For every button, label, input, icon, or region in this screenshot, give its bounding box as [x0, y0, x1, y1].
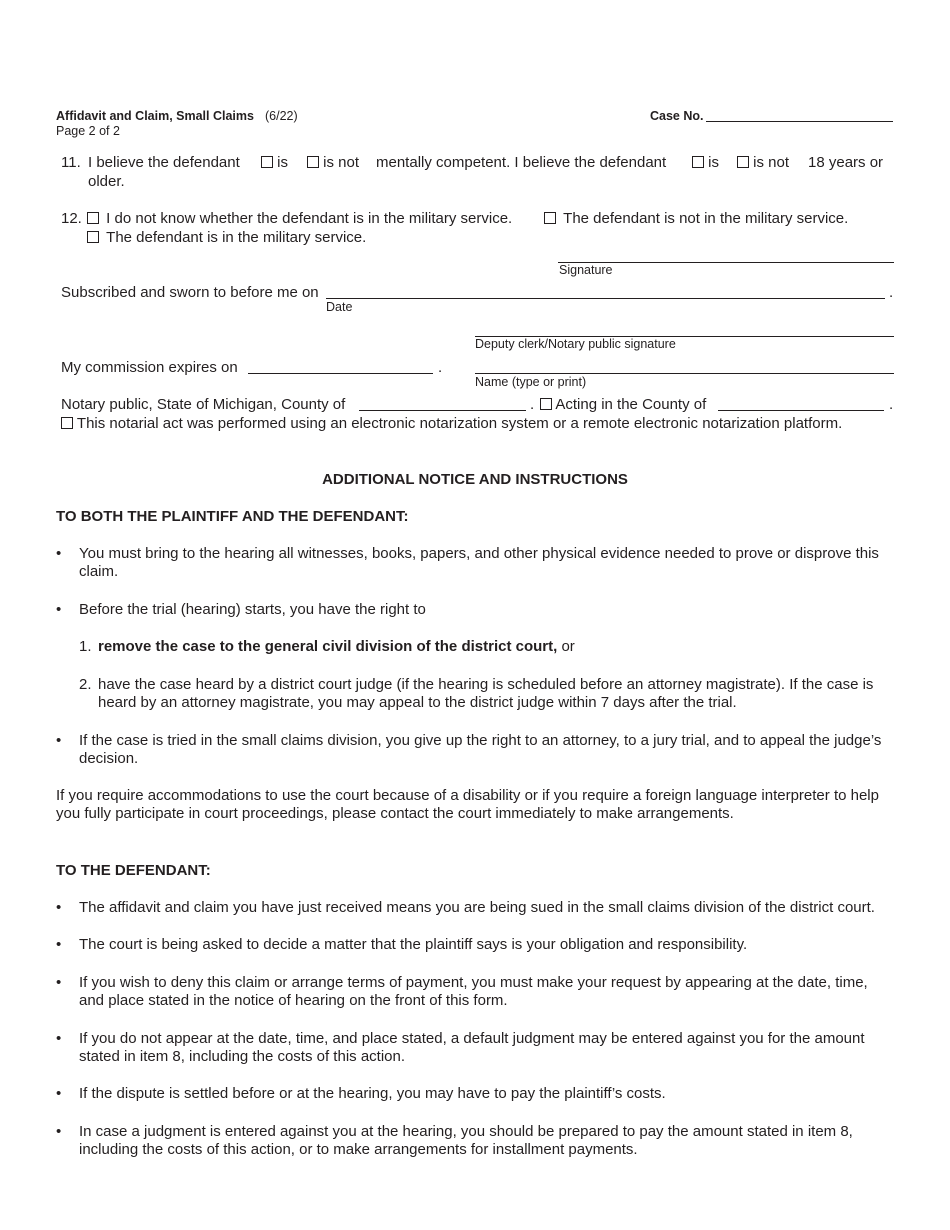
sub1-number: 1. — [79, 638, 92, 655]
bullet: • — [56, 1085, 62, 1102]
electronic-notarization-option: This notarial act was performed using an electronic notarization system or a remote electronic notarization platform. — [61, 415, 842, 433]
defendant-heading: TO THE DEFENDANT: — [56, 862, 211, 879]
bullet: • — [56, 545, 62, 562]
age-is-checkbox[interactable] — [692, 156, 704, 168]
bullet: • — [56, 974, 62, 991]
bullet: • — [56, 732, 62, 749]
commission-period: . — [438, 359, 443, 376]
defendant-bullet-obligation: The court is being asked to decide a matter that the plaintiff says is your obligation and responsibility. — [79, 936, 748, 953]
accommodations-paragraph: If you require accommodations to use the court because of a disability or if you require a foreign language interpreter to help you fully participate in court proceedings, please contact the court immediately to make arrangements. — [56, 787, 879, 822]
electronic-notarization-checkbox[interactable] — [61, 417, 73, 429]
notary-label: Notary public, State of Michigan, County of — [61, 396, 346, 413]
item12-option-military: The defendant is in the military service. — [87, 229, 366, 247]
notice-bullet-small-claims: If the case is tried in the small claims division, you give up the right to an attorney, to a jury trial, and to appeal the judge’s decision. — [79, 732, 882, 767]
bullet: • — [56, 936, 62, 953]
item11-age-is: is — [692, 154, 719, 172]
defendant-bullet-default: If you do not appear at the date, time, and place stated, a default judgment may be entered against you for the amount stated in item 8, including the costs of this action. — [79, 1030, 865, 1065]
item11-competent-is-not: is not — [307, 154, 359, 172]
commission-date-field[interactable] — [248, 373, 433, 374]
name-label: Name (type or print) — [475, 375, 587, 389]
age-is-not-checkbox[interactable] — [737, 156, 749, 168]
form-title: Affidavit and Claim, Small Claims — [56, 109, 254, 123]
sub2-text: have the case heard by a district court judge (if the hearing is scheduled before an attorney magistrate). If the case is heard by an attorney magistrate, you may appeal to the district judge within 7 days after the trial. — [98, 676, 874, 711]
acting-county-option: Acting in the County of — [540, 396, 706, 414]
notice-bullet-rights: Before the trial (hearing) starts, you have the right to — [79, 601, 426, 618]
case-no-label: Case No. — [650, 109, 704, 123]
item11-competent-is: is — [261, 154, 288, 172]
item12-number: 12. — [61, 210, 82, 227]
defendant-bullet-judgment: In case a judgment is entered against you at the hearing, you should be prepared to pay the amount stated in item 8, including the costs of this action, or to make arrangements for installment payments. — [79, 1123, 853, 1158]
commission-label: My commission expires on — [61, 359, 238, 376]
bullet: • — [56, 899, 62, 916]
defendant-bullet-deny: If you wish to deny this claim or arrange terms of payment, you must make your request by appearing at the date, time, and place stated in the notice of hearing on the front of this form. — [79, 974, 868, 1009]
competent-is-checkbox[interactable] — [261, 156, 273, 168]
item11-text-a: I believe the defendant — [88, 154, 240, 171]
date-label: Date — [326, 300, 353, 314]
signature-label: Signature — [559, 263, 613, 277]
military-unknown-checkbox[interactable] — [87, 212, 99, 224]
case-no-field[interactable] — [706, 121, 893, 122]
page-number: Page 2 of 2 — [56, 124, 120, 138]
item12-option-not-military: The defendant is not in the military service. — [544, 210, 848, 228]
notice-heading: ADDITIONAL NOTICE AND INSTRUCTIONS — [322, 471, 628, 488]
notary-county-field[interactable] — [359, 410, 526, 411]
both-parties-heading: TO BOTH THE PLAINTIFF AND THE DEFENDANT: — [56, 508, 409, 525]
deputy-label: Deputy clerk/Notary public signature — [475, 337, 676, 351]
form-version: (6/22) — [265, 109, 298, 123]
notice-bullet-evidence: You must bring to the hearing all witnesses, books, papers, and other physical evidence needed to prove or disprove this claim. — [79, 545, 879, 580]
sub2-number: 2. — [79, 676, 92, 693]
bullet: • — [56, 1030, 62, 1047]
acting-county-checkbox[interactable] — [540, 398, 552, 410]
acting-period: . — [889, 396, 894, 413]
bullet: • — [56, 1123, 62, 1140]
item12-option-unknown: I do not know whether the defendant is in the military service. — [87, 210, 512, 228]
defendant-bullet-settled: If the dispute is settled before or at the hearing, you may have to pay the plaintiff’s costs. — [79, 1085, 666, 1102]
defendant-bullet-sued: The affidavit and claim you have just received means you are being sued in the small claims division of the district court. — [79, 899, 875, 916]
competent-is-not-checkbox[interactable] — [307, 156, 319, 168]
military-not-checkbox[interactable] — [544, 212, 556, 224]
name-line[interactable] — [475, 373, 894, 374]
item11-age-is-not: is not — [737, 154, 789, 172]
sworn-label: Subscribed and sworn to before me on — [61, 284, 319, 301]
acting-county-field[interactable] — [718, 410, 884, 411]
sworn-date-field[interactable] — [326, 298, 885, 299]
sub1-text: remove the case to the general civil division of the district court, or — [98, 638, 575, 655]
notary-period: . — [530, 396, 535, 413]
military-yes-checkbox[interactable] — [87, 231, 99, 243]
item11-text-c: 18 years or — [808, 154, 884, 171]
bullet: • — [56, 601, 62, 618]
item11-text-b: mentally competent. I believe the defendant — [376, 154, 667, 171]
sworn-period: . — [889, 284, 894, 301]
item11-text-d: older. — [88, 173, 125, 190]
item11-number: 11. — [61, 154, 81, 171]
